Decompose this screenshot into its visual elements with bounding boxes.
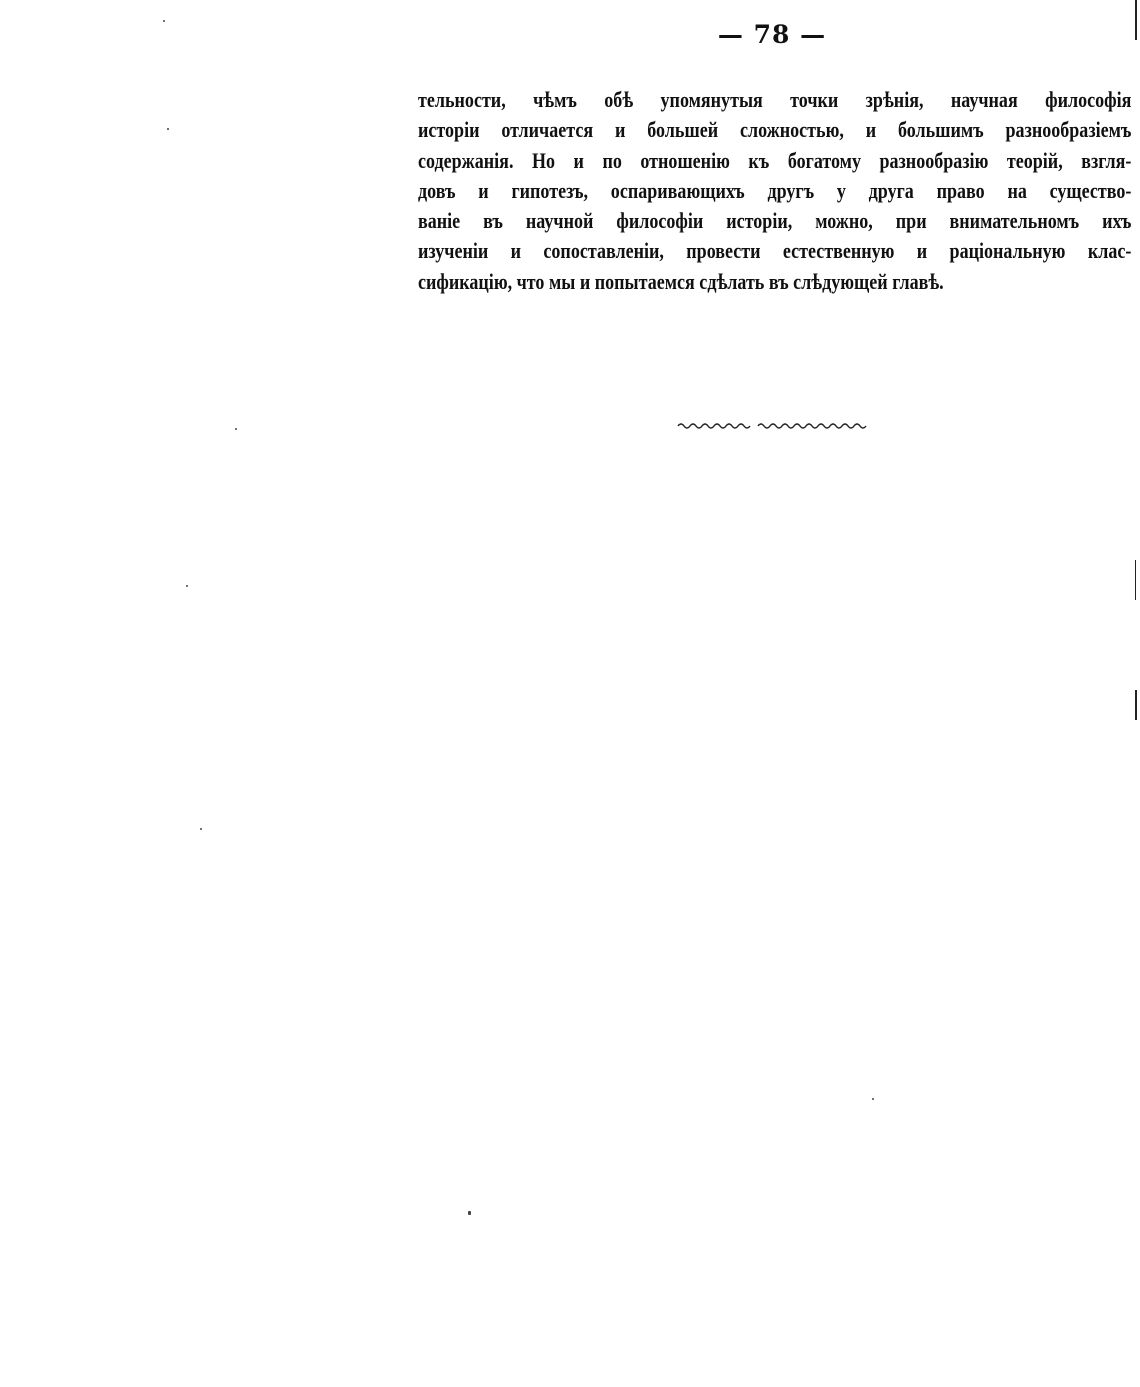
page-edge-mark <box>1135 0 1137 40</box>
page-edge-mark <box>1135 690 1137 720</box>
text-line: изученіи и сопоставленіи, провести естественную и раціональную клас- <box>418 238 1132 264</box>
text-line: сификацію, что мы и попытаемся сдѣлать въ слѣдующей главѣ. <box>418 268 944 294</box>
scan-speck <box>186 585 188 587</box>
page-edge-mark <box>1135 560 1136 600</box>
body-paragraph <box>418 85 1132 297</box>
section-end-ornament <box>676 420 872 434</box>
scan-speck <box>163 20 165 22</box>
scan-speck <box>468 1211 471 1215</box>
text-line: тельности, чѣмъ обѣ упомянутыя точки зрѣнія, научная философія <box>418 87 1132 112</box>
page-number: — 78 — <box>717 20 827 49</box>
scan-speck <box>235 428 237 430</box>
text-line: исторіи отличается и большей сложностью, и большимъ разнообразіемъ <box>418 117 1132 143</box>
text-line: ваніе въ научной философіи исторіи, можно, при внимательномъ ихъ <box>418 208 1132 234</box>
scan-speck <box>167 128 169 130</box>
scan-speck <box>872 1098 874 1100</box>
text-line: довъ и гипотезъ, оспаривающихъ другъ у друга право на существо- <box>418 177 1132 203</box>
scan-speck <box>200 828 202 830</box>
text-line: содержанія. Но и по отношенію къ богатому разнообразію теорій, взгля- <box>418 147 1132 173</box>
